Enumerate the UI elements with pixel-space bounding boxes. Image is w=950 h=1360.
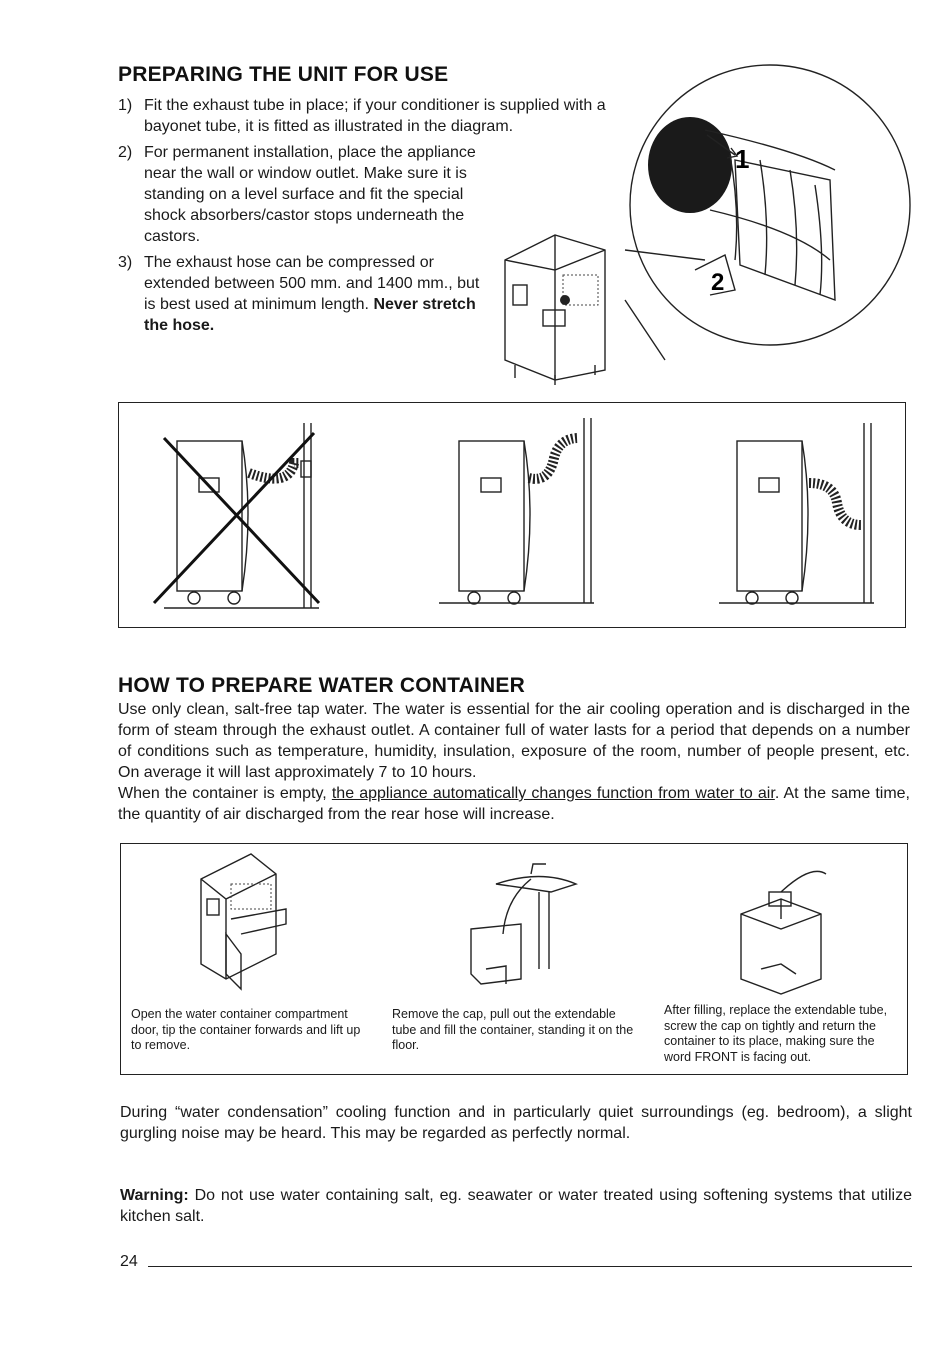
salt-warning [120,1185,912,1227]
hand [781,871,826,892]
open-door [226,934,241,989]
unit-display [759,478,779,492]
unit-side [524,441,530,591]
section-title-preparing: PREPARING THE UNIT FOR USE [118,63,449,86]
diagram-label-1: 1 [735,144,750,174]
unit-side [242,441,248,591]
page-number: 24 [120,1253,138,1270]
sink [496,877,576,893]
water-paragraph-1: Use only clean, salt-free tap water. The water is essential for the air cooling operation and is discharged in the form of steam through the exhaust outlet. A container full of water lasts for a period that depends on a number of conditions such as temperature, humidity, insulation, exposure of the room, number of people present, etc. On average it will last approximately 7 to 10 hours. [118,701,910,781]
unit-grille [231,884,271,909]
wall-outlet [301,461,311,477]
para2-start: When the container is empty, [118,785,332,802]
section-title-water-container: HOW TO PREPARE WATER CONTAINER [118,674,525,697]
container [231,909,286,934]
unit-edges [201,874,276,979]
installation-diagrams [119,403,905,627]
water-paragraph-2 [118,783,910,825]
hose [529,438,579,479]
appliance-display [543,310,565,326]
diagram-correct-installation-low [719,423,874,604]
tube-end-disc [648,117,732,213]
hose-outlet [560,295,570,305]
installation-diagrams-box [118,402,906,628]
wall [584,418,591,603]
hose [809,483,861,525]
castor [228,592,240,604]
water-container [471,924,521,984]
water-steps-box [120,843,908,1075]
illustration-filling-container [471,864,576,984]
warning-text: Do not use water containing salt, eg. seawater or water treated using softening systems that utilize kitchen salt. [120,1187,912,1225]
container-edges [741,899,821,929]
para2-underlined: the appliance automatically changes function from water to air [331,785,775,802]
step-text: The exhaust hose can be compressed or extended between 500 mm. and 1400 mm., but is best used at minimum length. [144,254,480,313]
appliance-panel [513,285,527,305]
castor [508,592,520,604]
step-3 [118,252,484,336]
step-text: Fit the exhaust tube in place; if your conditioner is supplied with a bayonet tube, it is fitted as illustrated in the diagram. [144,97,606,135]
step-number: 2) [118,144,133,161]
water-steps-illustrations [121,844,907,994]
unit-side [802,441,808,591]
step-text: For permanent installation, place the appliance near the wall or window outlet. Make sure it is standing on a level surface and fit the special shock absorbers/castor stops underneath the castors. [144,144,476,245]
tap [531,864,546,874]
warning-label: Warning: [120,1187,189,1204]
preparation-steps [118,95,606,341]
sink-pedestal [539,892,549,969]
unit-panel [207,899,219,915]
bayonet-tube-illustration [495,60,915,390]
appliance-edges [505,235,605,380]
wall [304,423,311,608]
callout-lines [625,250,705,360]
castor [746,592,758,604]
unit-display [481,478,501,492]
container-handle [761,964,796,974]
footer-rule [148,1266,912,1267]
unit-body [737,441,802,591]
caption-step-2: Remove the cap, pull out the extendable tube and fill the container, standing it on the floor. [392,1007,634,1052]
water-container-text [118,699,910,825]
step-warning-bold: Never stretch the hose. [144,296,476,334]
step-number: 1) [118,97,133,114]
caption-step-3: After filling, replace the extendable tube, screw the cap on tightly and return the container to its place, making sure the word FRONT is facing out. [664,1003,888,1064]
step-2 [118,142,484,247]
castor [468,592,480,604]
diagram-correct-installation-high [439,418,594,604]
gurgling-note: During “water condensation” cooling function and in particularly quiet surroundings (eg. bedroom), a slight gurgling noise may be heard. This may be regarded as perfectly normal. [120,1104,912,1142]
unit-body [201,854,276,979]
diagram-incorrect-installation [154,423,319,608]
castor [188,592,200,604]
diagram-label-2: 2 [711,269,725,296]
illustration-open-compartment [201,854,286,989]
para2-end: . At the same time, the quantity of air discharged from the rear hose will increase. [118,785,911,823]
illustration-replacing-cap [741,871,826,994]
caption-step-1: Open the water container compartment door, tip the container forwards and lift up to remove. [131,1007,361,1052]
castor [786,592,798,604]
step-number: 3) [118,254,133,271]
unit-body [459,441,524,591]
wall [864,423,871,603]
